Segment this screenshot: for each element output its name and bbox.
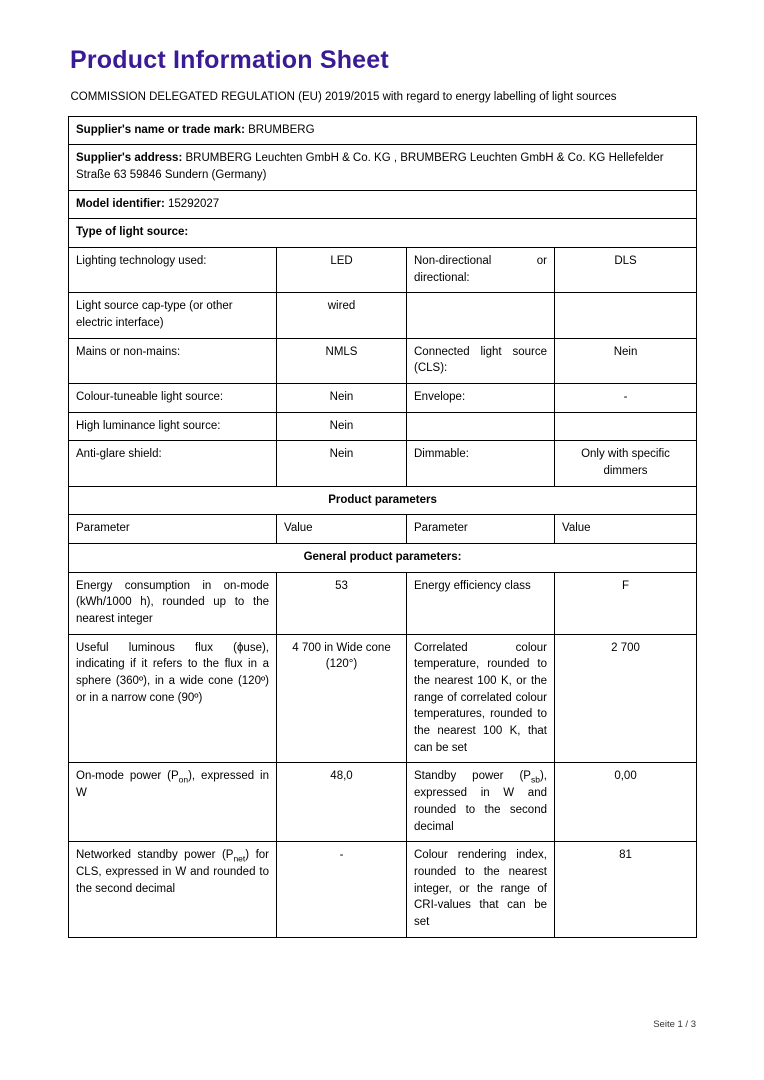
page-title: Product Information Sheet (70, 46, 389, 74)
general-parameters-title-row (69, 544, 697, 573)
header-parameter-2: Parameter (407, 515, 555, 544)
model-identifier-cell (69, 190, 697, 219)
lighting-technology-label: Lighting technology used: (69, 248, 277, 293)
envelope-label: Envelope: (407, 384, 555, 413)
supplier-name-label: Supplier's name or trade mark: (76, 123, 245, 136)
table-row (69, 412, 697, 441)
mains-label: Mains or non-mains: (69, 338, 277, 383)
supplier-name-row (69, 116, 697, 145)
anti-glare-label: Anti-glare shield: (69, 441, 277, 486)
regulation-text: COMMISSION DELEGATED REGULATION (EU) 2019/2015 with regard to energy labelling of light sources (70, 91, 617, 103)
regulation-row (69, 89, 697, 116)
header-value-2: Value (555, 515, 697, 544)
high-luminance-value-2 (555, 412, 697, 441)
product-information-table (68, 89, 697, 938)
anti-glare-value: Nein (277, 441, 407, 486)
table-row (69, 248, 697, 293)
useful-luminous-flux-label: Useful luminous flux (ϕuse), indicating if it refers to the flux in a sphere (360º), in a wide cone (120º) or in a narrow cone (90º) (69, 634, 277, 763)
correlated-colour-temperature-label: Correlated colour temperature, rounded to the nearest 100 K, or the range of correlated colour temperatures, rounded to the nearest 100 K, that can be set (407, 634, 555, 763)
table-row (69, 842, 697, 937)
light-source-section-title: Type of light source: (69, 219, 697, 248)
high-luminance-value: Nein (277, 412, 407, 441)
model-identifier-row (69, 190, 697, 219)
high-luminance-label-2 (407, 412, 555, 441)
high-luminance-label: High luminance light source: (69, 412, 277, 441)
colour-rendering-index-label: Colour rendering index, rounded to the nearest integer, or the range of CRI-values that can be set (407, 842, 555, 937)
table-row (69, 338, 697, 383)
on-mode-power-value: 48,0 (277, 763, 407, 842)
useful-luminous-flux-value: 4 700 in Wide cone (120°) (277, 634, 407, 763)
table-row (69, 293, 697, 338)
energy-consumption-value: 53 (277, 572, 407, 634)
supplier-name-value: BRUMBERG (248, 123, 315, 136)
dimmable-value: Only with specific dimmers (555, 441, 697, 486)
on-mode-power-label: On-mode power $(P_{on})$, expressed in W (69, 763, 277, 842)
product-parameters-title-row (69, 486, 697, 515)
supplier-address-cell (69, 145, 697, 190)
lighting-technology-value: LED (277, 248, 407, 293)
header-value-1: Value (277, 515, 407, 544)
correlated-colour-temperature-value: 2 700 (555, 634, 697, 763)
page-footer: Seite 1 / 3 (653, 1019, 696, 1030)
general-parameters-title: General product parameters: (69, 544, 697, 573)
standby-power-label: Standby power $(P_{sb})$, expressed in W and rounded to the second decimal (407, 763, 555, 842)
networked-standby-power-value: - (277, 842, 407, 937)
cap-type-value: wired (277, 293, 407, 338)
cap-type-label-2 (407, 293, 555, 338)
supplier-address-row (69, 145, 697, 190)
connected-light-source-label: Connected light source (CLS): (407, 338, 555, 383)
energy-consumption-label: Energy consumption in on-mode (kWh/1000 h), rounded up to the nearest integer (69, 572, 277, 634)
mains-value: NMLS (277, 338, 407, 383)
envelope-value: - (555, 384, 697, 413)
directionality-value: DLS (555, 248, 697, 293)
colour-rendering-index-value: 81 (555, 842, 697, 937)
product-parameters-title: Product parameters (69, 486, 697, 515)
directionality-label: Non-directional or directional: (407, 248, 555, 293)
supplier-name-cell (69, 116, 697, 145)
colour-tuneable-value: Nein (277, 384, 407, 413)
table-row (69, 572, 697, 634)
table-row (69, 441, 697, 486)
table-row (69, 634, 697, 763)
energy-efficiency-class-value: F (555, 572, 697, 634)
cap-type-value-2 (555, 293, 697, 338)
standby-power-value: 0,00 (555, 763, 697, 842)
supplier-address-value: BRUMBERG Leuchten GmbH & Co. KG , BRUMBERG Leuchten GmbH & Co. KG Hellefelder Straße 63 59846 Sundern (Germany) (76, 152, 664, 182)
colour-tuneable-label: Colour-tuneable light source: (69, 384, 277, 413)
dimmable-label: Dimmable: (407, 441, 555, 486)
model-identifier-value: 15292027 (168, 197, 220, 210)
table-row (69, 763, 697, 842)
networked-standby-power-label: Networked standby power $(P_{net})$ for CLS, expressed in W and rounded to the second decimal (69, 842, 277, 937)
light-source-section-row (69, 219, 697, 248)
cap-type-label: Light source cap-type (or other electric interface) (69, 293, 277, 338)
connected-light-source-value: Nein (555, 338, 697, 383)
supplier-address-label: Supplier's address: (76, 152, 183, 165)
header-parameter-1: Parameter (69, 515, 277, 544)
product-parameters-header-row (69, 515, 697, 544)
energy-efficiency-class-label: Energy efficiency class (407, 572, 555, 634)
model-identifier-label: Model identifier: (76, 197, 165, 210)
table-row (69, 384, 697, 413)
